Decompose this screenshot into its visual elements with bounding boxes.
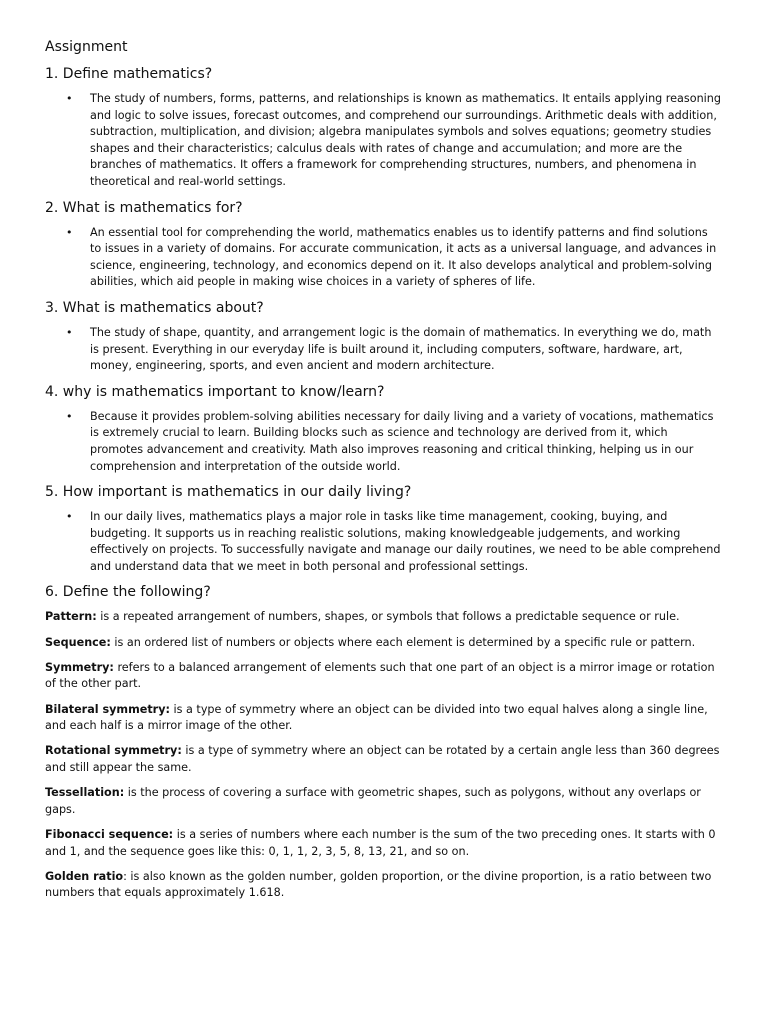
definition-sequence [45, 635, 722, 652]
question-heading-4: 4. why is mathematics important to know/learn? [45, 383, 385, 400]
answer-item-2 [66, 225, 722, 291]
definition-pattern [45, 609, 722, 626]
definition-golden-ratio [45, 869, 722, 902]
definition-fibonacci-sequence [45, 827, 722, 860]
bullet-icon: • [66, 409, 73, 423]
question-heading-3: 3. What is mathematics about? [45, 299, 264, 316]
answer-item-5 [66, 509, 722, 575]
answer-list-2 [45, 225, 722, 291]
definition-text: is a repeated arrangement of numbers, shapes, or symbols that follows a predictable sequence or rule. [96, 610, 680, 624]
answer-list-5 [45, 509, 722, 575]
document-title: Assignment [45, 39, 128, 55]
definition-text: is a type of symmetry where an object can be rotated by a certain angle less than 360 degrees and still appear the same. [45, 744, 720, 774]
definition-text: is an ordered list of numbers or objects where each element is determined by a specific rule or pattern. [110, 635, 696, 649]
bullet-icon: • [66, 510, 73, 524]
answer-text-2: An essential tool for comprehending the world, mathematics enables us to identify patterns and find solutions to issues in a variety of domains. For accurate communication, it acts as a universal language, and advances in science, engineering, technology, and economics depend on it. It also develops analytical and problem-solving abilities, which aid people in making wise choices in a variety of spheres of life. [90, 225, 717, 289]
definition-term: Rotational symmetry: [45, 744, 182, 758]
bullet-icon: • [66, 325, 73, 339]
definition-term: Tessellation: [45, 786, 125, 800]
answer-text-3: The study of shape, quantity, and arrangement logic is the domain of mathematics. In everything we do, math is present. Everything in our everyday life is built around it, including computers, software, hardware, art, money, engineering, sports, and even ancient and modern architecture. [90, 325, 712, 373]
definition-text: refers to a balanced arrangement of elements such that one part of an object is a mirror image or rotation of the other part. [45, 660, 715, 691]
bullet-icon: • [66, 92, 73, 105]
definition-term: Fibonacci sequence: [45, 827, 174, 841]
bullet-icon: • [66, 225, 73, 239]
definition-term: Bilateral symmetry: [45, 702, 170, 716]
answer-text-1: The study of numbers, forms, patterns, and relationships is known as mathematics. It entails applying reasoning and logic to solve issues, forecast outcomes, and comprehend our surroundings. Arithmetic deals with addition, subtraction, multiplication, and division; algebra manipulates symbols and solves equations; geometry studies shapes and their characteristics; calculus deals with rates of change and accumulation; and more are the branches of mathematics. It offers a framework for comprehending structures, numbers, and phenomena in theoretical and real-world settings. [90, 92, 721, 188]
answer-list-1 [45, 91, 722, 191]
answer-item-1 [66, 91, 722, 191]
definition-text: : is also known as the golden number, golden proportion, or the divine proportion, is a ratio between two numbers that equals approximately 1.618. [45, 869, 712, 900]
definitions-heading: 6. Define the following? [45, 584, 211, 601]
definition-bilateral-symmetry [45, 702, 722, 735]
question-heading-1: 1. Define mathematics? [45, 66, 213, 82]
answer-list-4 [45, 409, 722, 475]
question-heading-5: 5. How important is mathematics in our daily living? [45, 484, 412, 501]
definition-rotational-symmetry [45, 743, 722, 776]
definition-term: Pattern: [45, 610, 97, 624]
definition-text: is a type of symmetry where an object can be divided into two equal halves along a single line, and each half is a mirror image of the other. [45, 702, 708, 733]
answer-text-4: Because it provides problem-solving abilities necessary for daily living and a variety of vocations, mathematics is extremely crucial to learn. Building blocks such as science and technology are derived from it, which promotes advancement and creativity. Math also improves reasoning and critical thinking, helping us in our comprehension and interpretation of the outside world. [90, 409, 714, 473]
question-heading-2: 2. What is mathematics for? [45, 199, 243, 216]
definition-term: Symmetry: [45, 660, 114, 674]
definition-text: is a series of numbers where each number is the sum of the two preceding ones. It starts with 0 and 1, and the sequence goes like this: 0, 1, 1, 2, 3, 5, 8, 13, 21, and so on. [45, 827, 716, 858]
definition-term: Golden ratio [45, 869, 124, 883]
definition-tessellation [45, 785, 722, 818]
definition-term: Sequence: [45, 635, 111, 649]
answer-list-3 [45, 325, 722, 375]
answer-text-5: In our daily lives, mathematics plays a major role in tasks like time management, cooking, buying, and budgeting. It supports us in reaching realistic solutions, making knowledgeable judgements, and working effectively on projects. To successfully navigate and manage our daily routines, we need to be able comprehend and understand data that we meet in both personal and professional settings. [90, 510, 721, 573]
definition-text: is the process of covering a surface with geometric shapes, such as polygons, without any overlaps or gaps. [45, 786, 701, 816]
answer-item-4 [66, 409, 722, 475]
answer-item-3 [66, 325, 722, 375]
definition-symmetry [45, 660, 722, 693]
